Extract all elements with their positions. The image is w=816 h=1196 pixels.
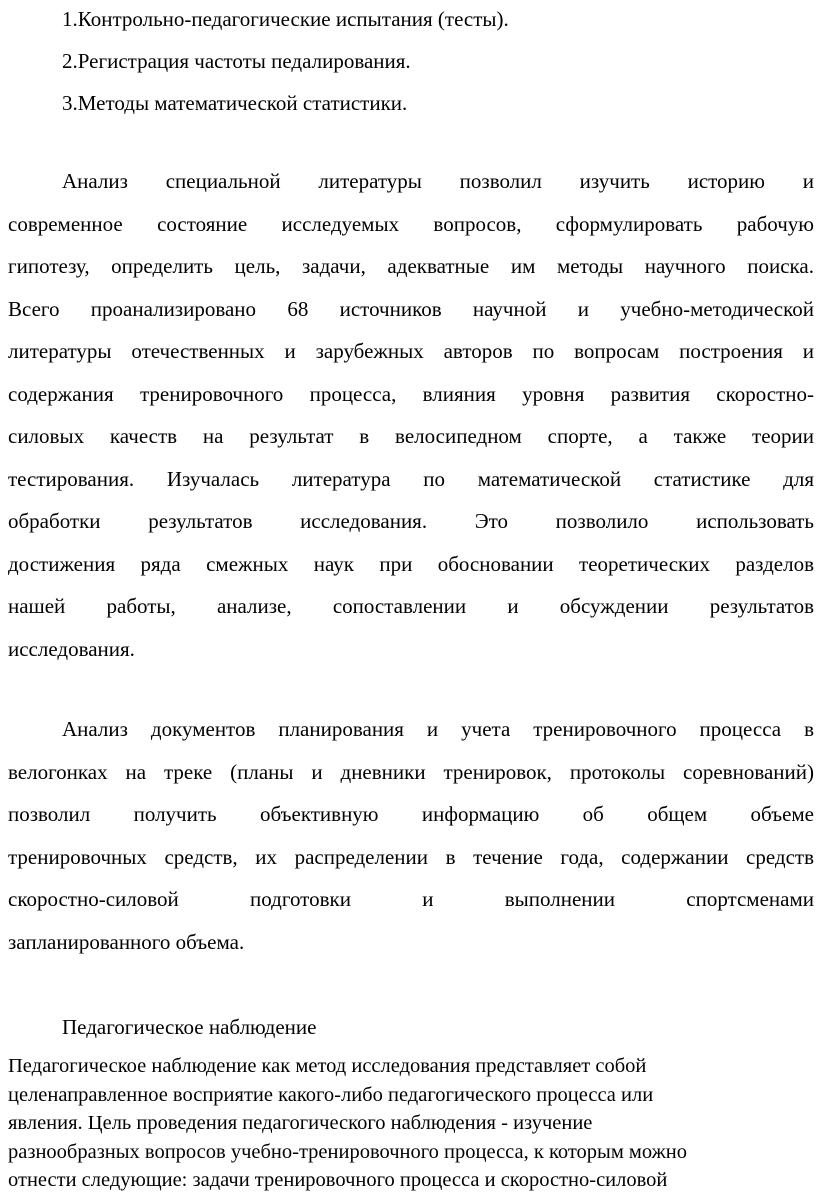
list-item-statistics: 3.Методы математической статистики.	[62, 91, 408, 115]
text-line: обработки результатов исследования. Это позволило использовать	[8, 509, 814, 533]
text-line: тестирования. Изучалась литература по математической статистике для	[8, 466, 814, 491]
text-line: гипотезу, определить цель, задачи, адекватные им методы научного поиска.	[8, 254, 814, 278]
text-line: нашей работы, анализе, сопоставлении и обсуждении результатов	[8, 594, 814, 618]
text-line: целенаправленное восприятие какого-либо педагогического процесса или	[8, 1083, 654, 1106]
list-item-pedaling: 2.Регистрация частоты педалирования.	[62, 49, 411, 73]
text-line: Педагогическое наблюдение как метод исследования представляет собой	[8, 1055, 647, 1077]
text-line: велогонках на треке (планы и дневники тренировок, протоколы соревнований)	[8, 759, 814, 784]
list-item-tests: 1.Контрольно-педагогические испытания (тесты).	[62, 7, 509, 31]
text-line: содержания тренировочного процесса, влияния уровня развития скоростно-	[8, 381, 814, 406]
text-line: позволил получить объективную информацию об общем объеме	[8, 802, 814, 826]
text-line: Анализ документов планирования и учета тренировочного процесса в	[62, 717, 814, 741]
text-line: силовых качеств на результат в велосипедном спорте, а также теории	[8, 424, 814, 448]
text-line: тренировочных средств, их распределении в течение года, содержании средств	[8, 844, 814, 869]
text-line: разнообразных вопросов учебно-тренировочного процесса, к которым можно	[8, 1140, 688, 1163]
paragraph-literature-analysis	[8, 160, 814, 670]
text-line: Всего проанализировано 68 источников научной и учебно-методической	[8, 296, 814, 321]
paragraph-documents-analysis	[8, 708, 814, 963]
text-line: исследования.	[8, 636, 135, 661]
text-line: литературы отечественных и зарубежных авторов по вопросам построения и	[8, 339, 814, 363]
section-heading: Педагогическое наблюдение	[62, 1015, 317, 1039]
text-line: явления. Цель проведения педагогического наблюдения - изучение	[8, 1112, 593, 1134]
paragraph-pedagogical-observation	[8, 1052, 814, 1195]
text-line: запланированного объема.	[8, 929, 245, 954]
text-line: современное состояние исследуемых вопросов, сформулировать рабочую	[8, 211, 814, 236]
text-line: достижения ряда смежных наук при обосновании теоретических разделов	[8, 551, 814, 576]
text-line: скоростно-силовой подготовки и выполнении спортсменами	[8, 887, 814, 911]
text-line: отнести следующие: задачи тренировочного процесса и скоростно-силовой	[8, 1169, 668, 1191]
text-line: Анализ специальной литературы позволил изучить историю и	[62, 169, 814, 193]
